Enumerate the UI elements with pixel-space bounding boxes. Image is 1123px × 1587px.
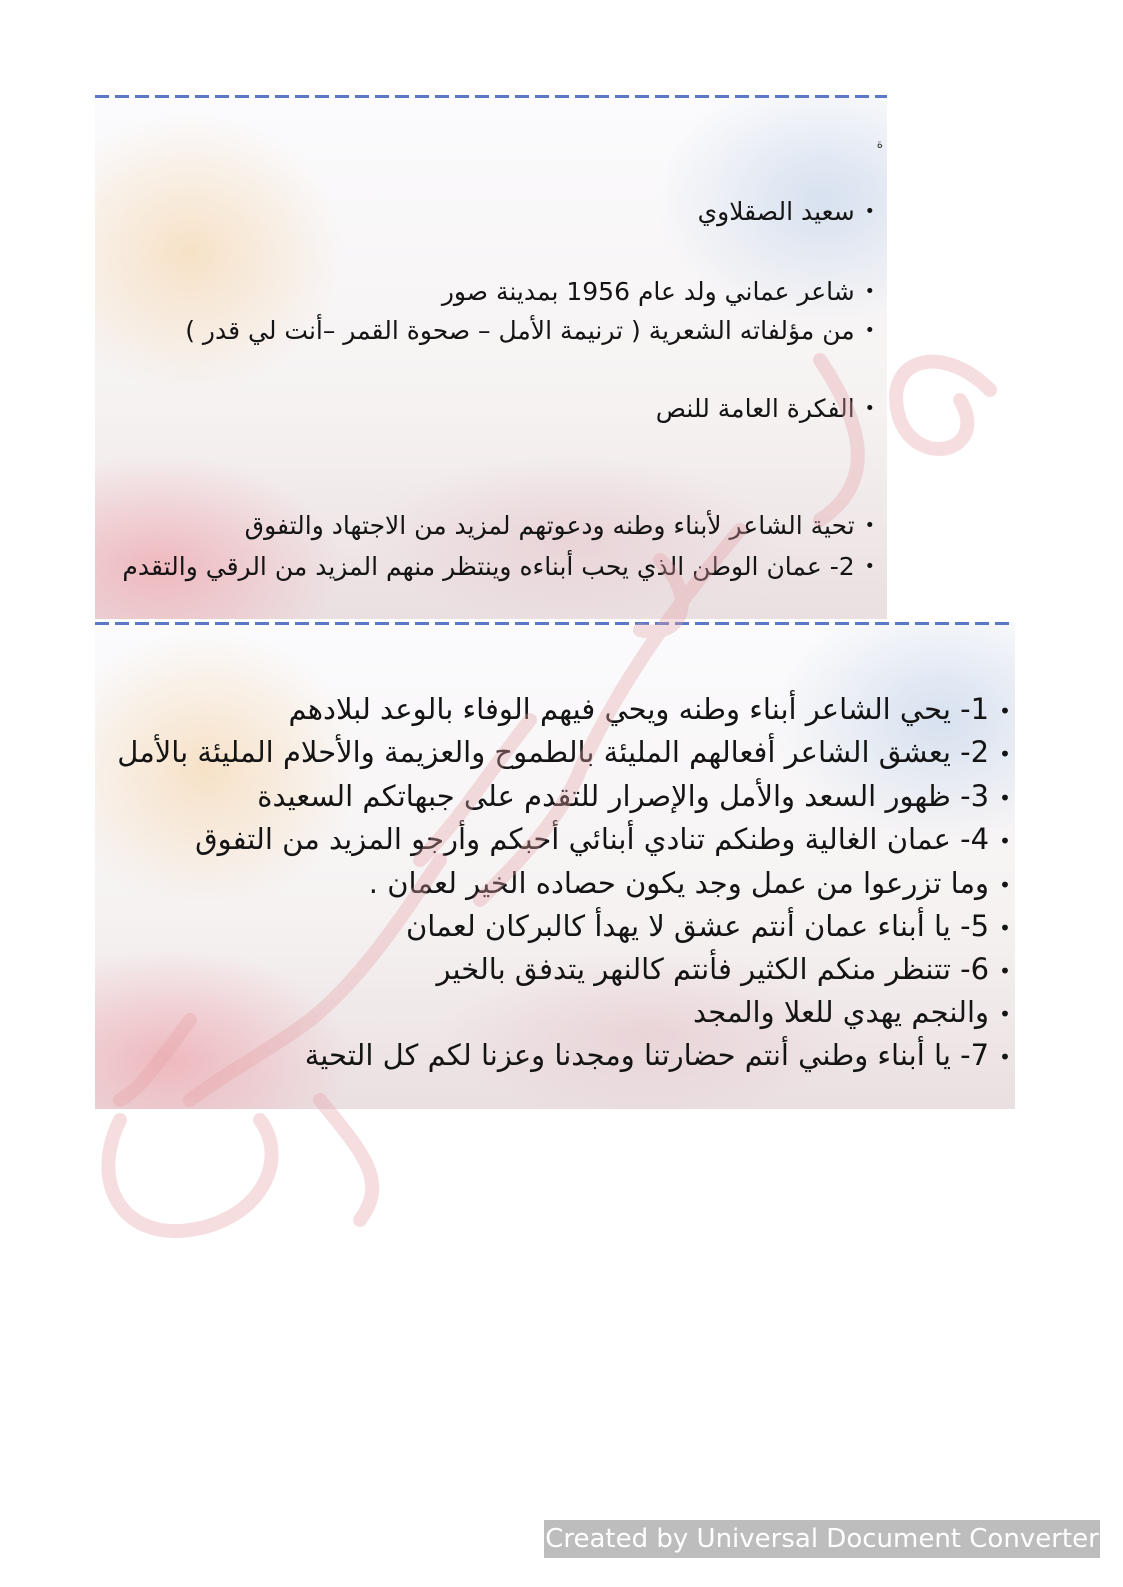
bullet-line xyxy=(122,554,875,579)
line-text: الفكرة العامة للنص xyxy=(655,394,855,423)
bullet-line xyxy=(185,318,875,343)
bullet-icon: • xyxy=(864,321,875,342)
dashed-top-border xyxy=(95,622,1015,625)
bullet-line xyxy=(117,735,1011,769)
bullet-icon: • xyxy=(999,1001,1011,1026)
line-text: 6- تتنظر منكم الكثير فأنتم كالنهر يتدفق بالخير xyxy=(436,952,990,986)
bullet-icon: • xyxy=(999,828,1011,853)
slide-2 xyxy=(95,622,1015,1109)
bullet-icon: • xyxy=(999,958,1011,983)
bullet-icon: • xyxy=(864,282,875,303)
line-text: 2- عمان الوطن الذي يحب أبناءه وينتظر منهم المزيد من الرقي والتقدم xyxy=(122,552,855,581)
bullet-line xyxy=(693,995,1011,1029)
bullet-icon: • xyxy=(999,1044,1011,1069)
converter-footer-banner: Created by Universal Document Converter xyxy=(544,1520,1100,1558)
bullet-icon: • xyxy=(999,741,1011,766)
line-text: 7- يا أبناء وطني أنتم حضارتنا ومجدنا وعزنا لكم كل التحية xyxy=(304,1038,990,1072)
line-text: وما تزرعوا من عمل وجد يكون حصاده الخير لعمان . xyxy=(368,866,990,900)
bullet-line xyxy=(195,822,1011,856)
slide-1 xyxy=(95,95,887,619)
bullet-icon: • xyxy=(999,915,1011,940)
bullet-line xyxy=(436,952,1011,986)
bullet-icon: • xyxy=(864,202,875,223)
bullet-line xyxy=(257,779,1011,813)
bullet-icon: • xyxy=(864,516,875,537)
bullet-icon: • xyxy=(999,872,1011,897)
corner-mark: ة xyxy=(876,137,883,151)
line-text: 3- ظهور السعد والأمل والإصرار للتقدم على جبهاتكم السعيدة xyxy=(257,779,990,813)
bullet-icon: • xyxy=(999,785,1011,810)
line-text: من مؤلفاته الشعرية ( ترنيمة الأمل – صحوة القمر –أنت لي قدر ) xyxy=(185,316,855,345)
line-text: 2- يعشق الشاعر أفعالهم المليئة بالطموح والعزيمة والأحلام المليئة بالأمل xyxy=(117,735,990,769)
line-text: 1- يحي الشاعر أبناء وطنه ويحي فيهم الوفاء بالوعد لبلادهم xyxy=(288,692,990,726)
bullet-line xyxy=(698,199,875,224)
line-text: سعيد الصقلاوي xyxy=(697,197,855,226)
line-text: 5- يا أبناء عمان أنتم عشق لا يهدأ كالبركان لعمان xyxy=(405,909,990,943)
bullet-line xyxy=(304,1038,1011,1072)
bullet-line xyxy=(245,513,875,538)
bullet-line xyxy=(288,692,1011,726)
line-text: 4- عمان الغالية وطنكم تنادي أبنائي أحبكم وأرجو المزيد من التفوق xyxy=(195,822,990,856)
bullet-icon: • xyxy=(999,698,1011,723)
bullet-line xyxy=(656,396,875,421)
bullet-icon: • xyxy=(864,557,875,578)
bullet-line xyxy=(405,909,1011,943)
line-text: شاعر عماني ولد عام 1956 بمدينة صور xyxy=(441,277,855,306)
dashed-top-border xyxy=(95,95,887,98)
line-text: والنجم يهدي للعلا والمجد xyxy=(693,995,990,1029)
bullet-line xyxy=(368,866,1011,900)
bullet-line xyxy=(442,279,875,304)
line-text: تحية الشاعر لأبناء وطنه ودعوتهم لمزيد من الاجتهاد والتفوق xyxy=(244,511,855,540)
bullet-icon: • xyxy=(864,399,875,420)
